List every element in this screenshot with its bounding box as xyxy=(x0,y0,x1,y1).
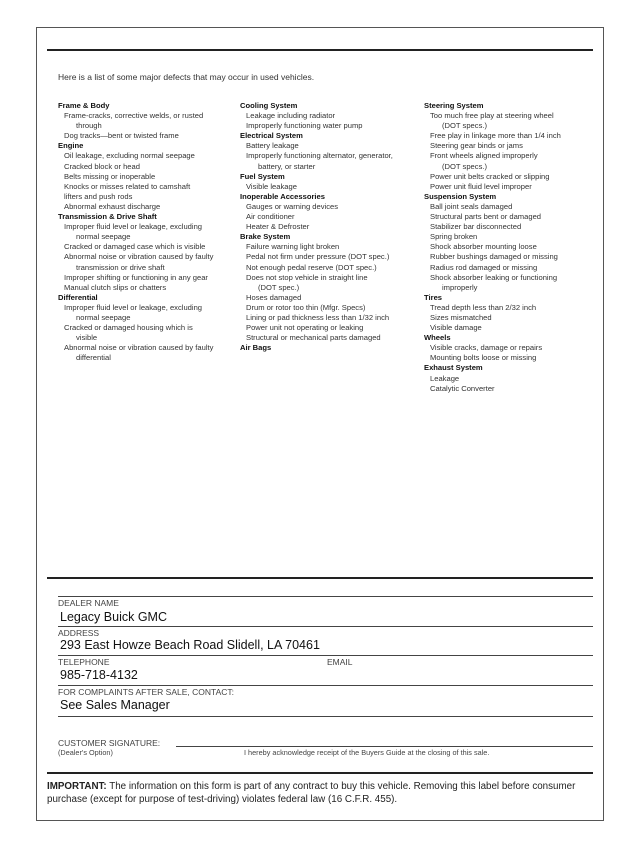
dealer-name-line xyxy=(58,626,593,627)
defect-section-heading: Electrical System xyxy=(240,131,303,141)
defect-item: Improper fluid level or leakage, excluding xyxy=(64,302,203,312)
customer-signature-label: CUSTOMER SIGNATURE: xyxy=(58,738,161,748)
defect-item: Structural or mechanical parts damaged xyxy=(246,333,381,343)
defect-item: (DOT specs.) xyxy=(442,121,488,131)
dealer-name-label: DEALER NAME xyxy=(58,598,119,608)
defect-section-heading: Cooling System xyxy=(240,101,298,110)
complaints-line xyxy=(58,716,593,717)
defect-section-heading: Inoperable Accessories xyxy=(240,191,325,201)
defect-item: transmission or drive shaft xyxy=(76,262,165,272)
defect-item: Dog tracks—bent or twisted frame xyxy=(64,131,179,141)
defect-section-heading: Differential xyxy=(58,292,98,302)
defect-item: improperly xyxy=(442,282,478,292)
defects-column-3 xyxy=(424,101,599,394)
defect-section-heading: Transmission & Drive Shaft xyxy=(58,212,157,222)
defect-item: (DOT spec.) xyxy=(258,282,300,292)
defect-item: Rubber bushings damaged or missing xyxy=(430,252,558,262)
defect-item: Air conditioner xyxy=(246,212,295,222)
important-notice xyxy=(47,780,597,806)
defect-item: through xyxy=(76,121,102,131)
defect-item: Stabilizer bar disconnected xyxy=(430,222,522,232)
defect-item: Structural parts bent or damaged xyxy=(430,212,542,222)
defect-item: Abnormal noise or vibration caused by faulty xyxy=(64,343,214,353)
defect-item: Improperly functioning water pump xyxy=(246,121,363,131)
buyers-guide-back-page xyxy=(36,27,604,821)
defect-item: Too much free play at steering wheel xyxy=(430,111,554,121)
top-rule xyxy=(47,49,593,51)
defect-item: Radius rod damaged or missing xyxy=(430,262,538,272)
dealer-section-rule xyxy=(47,577,593,579)
defect-item: Power unit belts cracked or slipping xyxy=(430,171,550,181)
telephone-label: TELEPHONE xyxy=(58,657,110,667)
defect-item: Improper fluid level or leakage, excluding xyxy=(64,222,203,232)
defect-section-heading: Engine xyxy=(58,141,84,151)
defect-item: Drum or rotor too thin (Mfgr. Specs) xyxy=(246,302,366,312)
defect-item: Leakage xyxy=(430,373,460,383)
address-value: 293 East Howze Beach Road Slidell, LA 70461 xyxy=(60,638,320,652)
defect-item: Gauges or warning devices xyxy=(246,201,339,211)
defect-section-heading: Exhaust System xyxy=(424,363,483,373)
complaints-value: See Sales Manager xyxy=(60,698,170,712)
defect-item: (DOT specs.) xyxy=(442,161,488,171)
dealer-option-note: (Dealer's Option) xyxy=(58,748,113,757)
important-text: The information on this form is part of any contract to buy this vehicle. Removing this label before consumer purchase (except for purpose of test-driving) violates federal law (16 C.F.R. 455). xyxy=(47,781,576,805)
defect-item: Not enough pedal reserve (DOT spec.) xyxy=(246,262,377,272)
defect-item: Visible cracks, damage or repairs xyxy=(430,343,543,353)
defect-section-heading: Suspension System xyxy=(424,191,497,201)
defect-item: Heater & Defroster xyxy=(246,222,310,232)
defect-section-heading: Tires xyxy=(424,292,443,302)
telephone-value: 985-718-4132 xyxy=(60,668,138,682)
defect-item: Manual clutch slips or chatters xyxy=(64,282,167,292)
defect-item: Visible damage xyxy=(430,323,482,333)
defect-item: Leakage including radiator xyxy=(246,111,336,121)
defect-item: Abnormal exhaust discharge xyxy=(64,201,161,211)
defects-intro: Here is a list of some major defects that may occur in used vehicles. xyxy=(58,72,315,82)
defect-item: Hoses damaged xyxy=(246,292,302,302)
defect-item: Tread depth less than 2/32 inch xyxy=(430,302,537,312)
defects-column-1 xyxy=(58,101,238,363)
defects-column-2 xyxy=(240,101,420,353)
defect-item: Abnormal noise or vibration caused by faulty xyxy=(64,252,214,262)
defect-item: Cracked block or head xyxy=(64,161,140,171)
defect-item: Frame-cracks, corrective welds, or rusted xyxy=(64,111,204,121)
defect-item: Does not stop vehicle in straight line xyxy=(246,272,368,282)
address-label: ADDRESS xyxy=(58,628,100,638)
defect-item: Belts missing or inoperable xyxy=(64,171,156,181)
complaints-label: FOR COMPLAINTS AFTER SALE, CONTACT: xyxy=(58,687,235,697)
defect-item: Battery leakage xyxy=(246,141,299,151)
defect-item: Failure warning light broken xyxy=(246,242,340,252)
defect-item: normal seepage xyxy=(76,232,131,242)
defect-item: Improperly functioning alternator, generator, xyxy=(246,151,393,161)
defect-item: Mounting bolts loose or missing xyxy=(430,353,537,363)
defect-item: Cracked or damaged housing which is xyxy=(64,323,193,333)
defect-item: Steering gear binds or jams xyxy=(430,141,523,151)
defect-item: Sizes mismatched xyxy=(430,312,492,322)
acknowledgement-text: I hereby acknowledge receipt of the Buyers Guide at the closing of this sale. xyxy=(244,748,490,757)
defect-item: Oil leakage, excluding normal seepage xyxy=(64,151,195,161)
defect-item: differential xyxy=(76,353,111,363)
address-line xyxy=(58,655,593,656)
defect-item: Shock absorber leaking or functioning xyxy=(430,272,558,282)
defect-item: Front wheels aligned improperly xyxy=(430,151,538,161)
defect-item: Visible leakage xyxy=(246,181,297,191)
defect-section-heading: Steering System xyxy=(424,101,484,110)
defect-item: visible xyxy=(76,333,98,343)
defect-item: normal seepage xyxy=(76,312,131,322)
defect-item: lifters and push rods xyxy=(64,191,133,201)
defect-item: Spring broken xyxy=(430,232,478,242)
defect-item: Free play in linkage more than 1/4 inch xyxy=(430,131,561,141)
defect-item: Ball joint seals damaged xyxy=(430,201,513,211)
defect-item: Shock absorber mounting loose xyxy=(430,242,537,252)
dealer-name-top-line xyxy=(58,596,593,597)
customer-signature-line[interactable] xyxy=(176,746,593,747)
dealer-name-value: Legacy Buick GMC xyxy=(60,610,167,624)
email-label: EMAIL xyxy=(327,657,353,667)
defect-item: Improper shifting or functioning in any gear xyxy=(64,272,208,282)
important-lead: IMPORTANT: xyxy=(47,781,107,792)
defect-section-heading: Brake System xyxy=(240,232,291,242)
defect-item: Power unit not operating or leaking xyxy=(246,323,364,333)
defect-item: Catalytic Converter xyxy=(430,383,495,393)
defect-section-heading: Wheels xyxy=(424,333,451,343)
defect-item: Pedal not firm under pressure (DOT spec.) xyxy=(246,252,390,262)
defect-item: Lining or pad thickness less than 1/32 inch xyxy=(246,312,390,322)
defect-section-heading: Air Bags xyxy=(240,343,272,353)
defect-item: battery, or starter xyxy=(258,161,316,171)
telephone-line xyxy=(58,685,593,686)
defect-item: Knocks or misses related to camshaft xyxy=(64,181,191,191)
defect-section-heading: Frame & Body xyxy=(58,101,110,110)
defect-item: Power unit fluid level improper xyxy=(430,181,532,191)
defect-item: Cracked or damaged case which is visible xyxy=(64,242,206,252)
important-rule xyxy=(47,772,593,774)
defect-section-heading: Fuel System xyxy=(240,171,285,181)
